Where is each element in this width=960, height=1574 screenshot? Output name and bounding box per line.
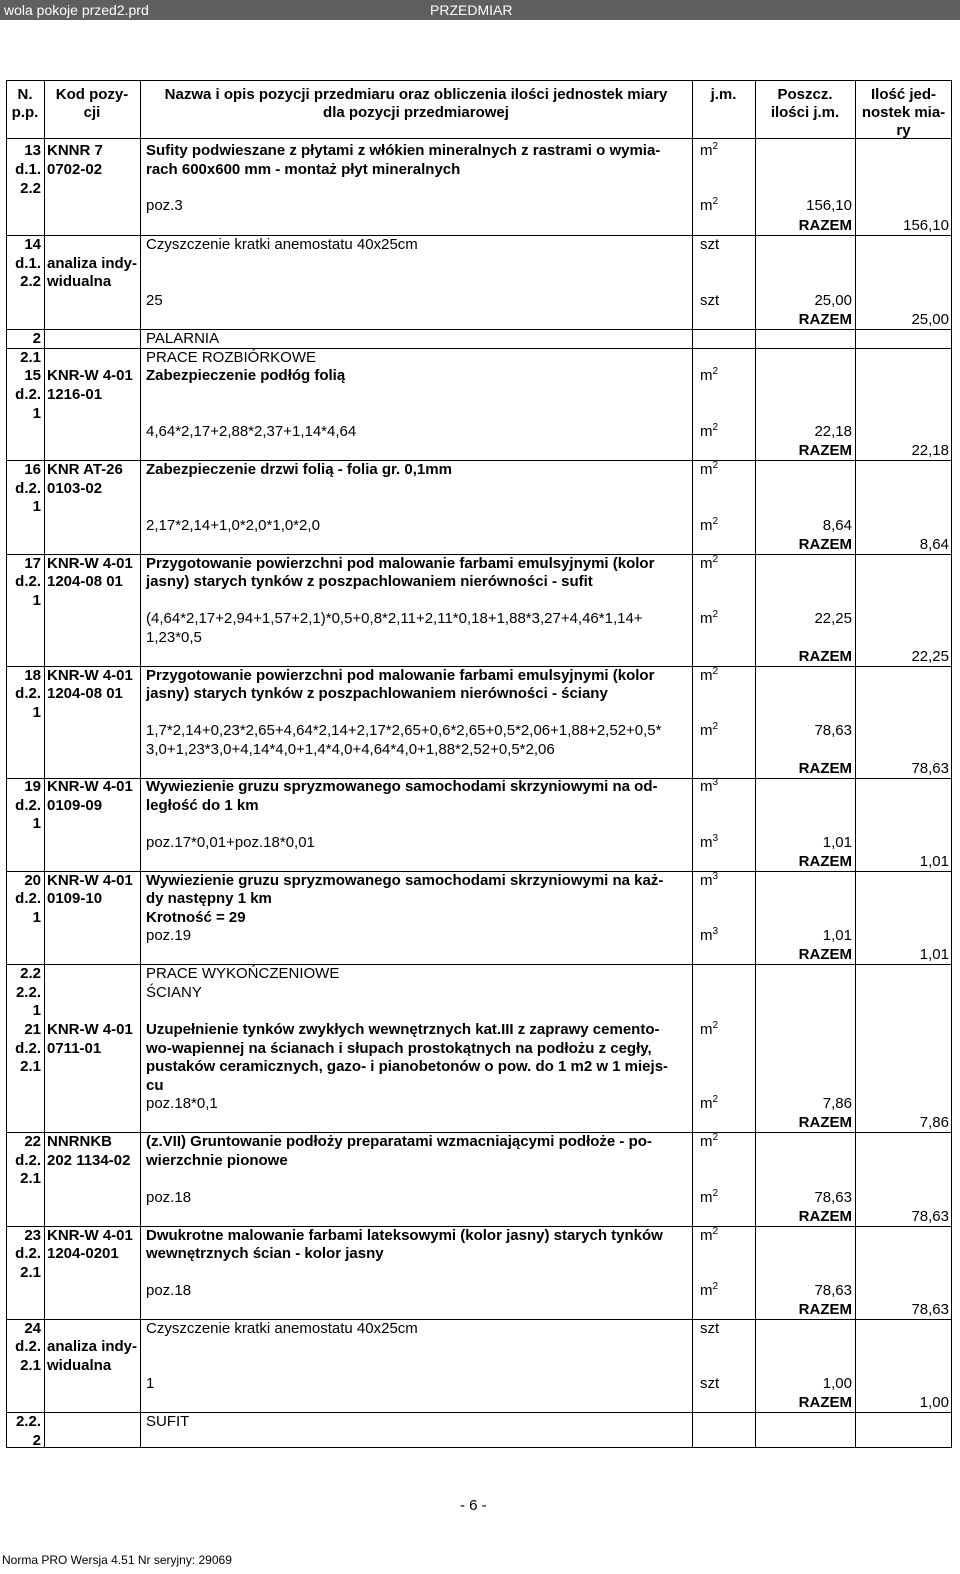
row-np: 24 bbox=[24, 1320, 41, 1337]
row-kod: KNR-W 4-01 bbox=[47, 1227, 133, 1244]
row-np: 2 bbox=[32, 330, 41, 347]
row-calc-unit: $m^3$ bbox=[700, 833, 719, 851]
row-description: 1 bbox=[146, 1375, 155, 1392]
row-description: 1,23*0,5 bbox=[146, 629, 202, 646]
row-calc-unit: $m^2$ bbox=[700, 422, 719, 440]
row-partial-qty: 7,86 bbox=[822, 1095, 852, 1112]
row-kod: widualna bbox=[47, 273, 112, 290]
row-description: (z.VII) Gruntowanie podłoży preparatami wzmacniającymi podłoże - po- bbox=[146, 1133, 652, 1150]
row-calc-unit: $m^2$ bbox=[700, 196, 719, 214]
row-np: 2.2 bbox=[20, 180, 41, 197]
row-kod: KNR-W 4-01 bbox=[47, 555, 133, 572]
row-kod: 202 1134-02 bbox=[47, 1152, 131, 1169]
row-description: 3,0+1,23*3,0+4,14*4,0+1,4*4,0+4,64*4,0+1,88*2,52+0,5*2,06 bbox=[146, 741, 555, 758]
page-number: - 6 - bbox=[460, 1497, 487, 1514]
row-description: Zabezpieczenie podłóg folią bbox=[146, 367, 346, 384]
row-np: 2.2. bbox=[15, 984, 41, 1001]
row-description: Wywiezienie gruzu spryzmowanego samochodami skrzyniowymi na od- bbox=[146, 778, 658, 795]
row-description: Czyszczenie kratki anemostatu 40x25cm bbox=[146, 236, 418, 253]
row-kod: 1216-01 bbox=[47, 386, 103, 403]
row-calc-unit: szt bbox=[700, 1375, 720, 1392]
row-np: d.1. bbox=[15, 161, 41, 178]
window-title-bar bbox=[0, 0, 960, 20]
row-unit: szt bbox=[700, 1320, 720, 1337]
row-partial-qty: 78,63 bbox=[814, 1189, 852, 1206]
row-description: 1,7*2,14+0,23*2,65+4,64*2,14+2,17*2,65+0,6*2,65+0,5*2,06+1,88+2,52+0,5* bbox=[146, 722, 662, 739]
row-np: 16 bbox=[24, 461, 41, 478]
row-total-qty: 156,10 bbox=[903, 217, 949, 234]
row-razem-label: RAZEM bbox=[798, 536, 852, 553]
row-np: 18 bbox=[24, 667, 41, 684]
row-np: d.2. bbox=[15, 1245, 41, 1262]
row-description: Czyszczenie kratki anemostatu 40x25cm bbox=[146, 1320, 418, 1337]
header-np: N. p.p. bbox=[11, 86, 39, 121]
row-np: d.2. bbox=[15, 573, 41, 590]
row-razem-label: RAZEM bbox=[798, 442, 852, 459]
row-calc-unit: $m^3$ bbox=[700, 926, 719, 944]
row-kod: KNR-W 4-01 bbox=[47, 1021, 133, 1038]
document-type: PRZEDMIAR bbox=[430, 2, 513, 18]
row-kod: KNR-W 4-01 bbox=[47, 367, 133, 384]
row-total-qty: 78,63 bbox=[911, 760, 949, 777]
row-np: 2.1 bbox=[20, 349, 41, 366]
row-np: 2.1 bbox=[20, 1170, 41, 1187]
row-np: 2.1 bbox=[20, 1058, 41, 1075]
row-description: SUFIT bbox=[146, 1413, 190, 1430]
row-calc-unit: $m^2$ bbox=[700, 1094, 719, 1112]
header-poszcz: Poszcz. ilości j.m. bbox=[770, 86, 840, 121]
row-description: PALARNIA bbox=[146, 330, 220, 347]
row-razem-label: RAZEM bbox=[798, 217, 852, 234]
row-description: poz.3 bbox=[146, 197, 183, 214]
row-razem-label: RAZEM bbox=[798, 1301, 852, 1318]
row-description: poz.18*0,1 bbox=[146, 1095, 218, 1112]
row-np: d.2. bbox=[15, 480, 41, 497]
row-total-qty: 22,18 bbox=[911, 442, 949, 459]
row-partial-qty: 78,63 bbox=[814, 722, 852, 739]
row-kod: 1204-08 01 bbox=[47, 685, 123, 702]
row-description: pustaków ceramicznych, gazo- i pianobetonów o pow. do 1 m2 w 1 miejs- bbox=[146, 1058, 669, 1075]
row-kod: KNR-W 4-01 bbox=[47, 778, 133, 795]
row-kod: 1204-08 01 bbox=[47, 573, 123, 590]
row-description: rach 600x600 mm - montaż płyt mineralnych bbox=[146, 161, 461, 178]
row-np: 1 bbox=[32, 815, 41, 832]
row-np: 21 bbox=[24, 1021, 41, 1038]
row-unit: $m^2$ bbox=[700, 554, 719, 572]
row-description: Dwukrotne malowanie farbami lateksowymi (kolor jasny) starych tynków bbox=[146, 1227, 663, 1244]
row-kod: analiza indy- bbox=[47, 255, 138, 272]
row-np: 17 bbox=[24, 555, 41, 572]
row-description: Przygotowanie powierzchni pod malowanie farbami emulsyjnymi (kolor bbox=[146, 555, 655, 572]
row-partial-qty: 1,01 bbox=[822, 927, 852, 944]
row-unit: $m^2$ bbox=[700, 1132, 719, 1150]
row-unit: $m^3$ bbox=[700, 871, 719, 889]
row-calc-unit: szt bbox=[700, 292, 720, 309]
row-unit: $m^2$ bbox=[700, 1226, 719, 1244]
row-calc-unit: $m^2$ bbox=[700, 1188, 719, 1206]
row-np: 2.2 bbox=[20, 965, 41, 982]
row-np: 2.2 bbox=[20, 273, 41, 290]
row-np: d.2. bbox=[15, 685, 41, 702]
row-description: dy następny 1 km bbox=[146, 890, 272, 907]
row-description: cu bbox=[146, 1077, 164, 1094]
row-np: d.2. bbox=[15, 890, 41, 907]
row-np: d.1. bbox=[15, 255, 41, 272]
row-np: 2.2. bbox=[15, 1413, 41, 1430]
row-total-qty: 22,25 bbox=[911, 648, 949, 665]
row-description: 2,17*2,14+1,0*2,0*1,0*2,0 bbox=[146, 517, 320, 534]
row-np: 19 bbox=[24, 778, 41, 795]
row-np: d.2. bbox=[15, 386, 41, 403]
row-total-qty: 78,63 bbox=[911, 1208, 949, 1225]
file-name: wola pokoje przed2.prd bbox=[4, 2, 149, 18]
row-description: Sufity podwieszane z płytami z włókien mineralnych z rastrami o wymia- bbox=[146, 142, 661, 159]
row-kod: NNRNKB bbox=[47, 1133, 112, 1150]
row-total-qty: 25,00 bbox=[911, 311, 949, 328]
row-razem-label: RAZEM bbox=[798, 853, 852, 870]
row-description: PRACE WYKOŃCZENIOWE bbox=[146, 965, 340, 982]
row-np: d.2. bbox=[15, 1338, 41, 1355]
row-description: poz.18 bbox=[146, 1282, 192, 1299]
row-np: 15 bbox=[24, 367, 41, 384]
row-description: wierzchnie pionowe bbox=[146, 1152, 288, 1169]
row-kod: KNR-W 4-01 bbox=[47, 872, 133, 889]
row-total-qty: 8,64 bbox=[919, 536, 949, 553]
row-calc-unit: $m^2$ bbox=[700, 721, 719, 739]
row-description: ległość do 1 km bbox=[146, 797, 259, 814]
row-np: 14 bbox=[24, 236, 41, 253]
row-description: poz.19 bbox=[146, 927, 192, 944]
row-np: d.2. bbox=[15, 1152, 41, 1169]
header-nazwa: Nazwa i opis pozycji przedmiaru oraz obliczenia ilości jednostek miary dla pozycji przedmiarowej bbox=[164, 86, 668, 121]
row-np: 20 bbox=[24, 872, 41, 889]
row-unit: $m^2$ bbox=[700, 141, 719, 159]
row-razem-label: RAZEM bbox=[798, 1208, 852, 1225]
row-description: poz.18 bbox=[146, 1189, 192, 1206]
row-razem-label: RAZEM bbox=[798, 648, 852, 665]
row-np: 1 bbox=[32, 704, 41, 721]
row-razem-label: RAZEM bbox=[798, 760, 852, 777]
header-kod: Kod pozy- cji bbox=[55, 86, 129, 121]
row-total-qty: 1,00 bbox=[919, 1394, 949, 1411]
row-kod: 0109-10 bbox=[47, 890, 103, 907]
row-kod: 0711-01 bbox=[47, 1040, 102, 1057]
row-total-qty: 1,01 bbox=[919, 853, 949, 870]
row-unit: $m^2$ bbox=[700, 666, 719, 684]
row-description: Wywiezienie gruzu spryzmowanego samochodami skrzyniowymi na każ- bbox=[146, 872, 664, 889]
row-kod: 0702-02 bbox=[47, 161, 103, 178]
row-kod: widualna bbox=[47, 1357, 112, 1374]
row-description: poz.17*0,01+poz.18*0,01 bbox=[146, 834, 315, 851]
row-total-qty: 78,63 bbox=[911, 1301, 949, 1318]
row-kod: 1204-0201 bbox=[47, 1245, 119, 1262]
row-np: 1 bbox=[32, 1002, 41, 1019]
row-description: ŚCIANY bbox=[146, 984, 202, 1001]
row-razem-label: RAZEM bbox=[798, 946, 852, 963]
row-calc-unit: $m^2$ bbox=[700, 516, 719, 534]
row-total-qty: 7,86 bbox=[919, 1114, 949, 1131]
row-partial-qty: 1,01 bbox=[822, 834, 852, 851]
row-np: 1 bbox=[32, 498, 41, 515]
row-description: 25 bbox=[146, 292, 163, 309]
row-partial-qty: 22,25 bbox=[814, 610, 852, 627]
row-np: 1 bbox=[32, 592, 41, 609]
row-kod: KNR AT-26 bbox=[47, 461, 123, 478]
row-kod: analiza indy- bbox=[47, 1338, 138, 1355]
row-kod: 0103-02 bbox=[47, 480, 103, 497]
row-description: Przygotowanie powierzchni pod malowanie farbami emulsyjnymi (kolor bbox=[146, 667, 655, 684]
row-razem-label: RAZEM bbox=[798, 1394, 852, 1411]
row-description: jasny) starych tynków z poszpachlowaniem nierówności - ściany bbox=[146, 685, 608, 702]
row-np: 22 bbox=[24, 1133, 41, 1150]
row-partial-qty: 1,00 bbox=[822, 1375, 852, 1392]
row-description: PRACE ROZBIÓRKOWE bbox=[146, 349, 317, 366]
row-kod: 0109-09 bbox=[47, 797, 103, 814]
row-description: Krotność = 29 bbox=[146, 909, 246, 926]
row-kod: KNNR 7 bbox=[47, 142, 103, 159]
row-partial-qty: 25,00 bbox=[814, 292, 852, 309]
row-np: 1 bbox=[32, 405, 41, 422]
header-ilosc: Ilość jed- nostek mia- ry bbox=[861, 86, 946, 139]
row-description: Zabezpieczenie drzwi folią - folia gr. 0,1mm bbox=[146, 461, 452, 478]
row-total-qty: 1,01 bbox=[919, 946, 949, 963]
row-calc-unit: $m^2$ bbox=[700, 1281, 719, 1299]
row-kod: KNR-W 4-01 bbox=[47, 667, 133, 684]
row-np: 2 bbox=[32, 1432, 41, 1449]
row-description: (4,64*2,17+2,94+1,57+2,1)*0,5+0,8*2,11+2,11*0,18+1,88*3,27+4,46*1,14+ bbox=[146, 610, 643, 627]
row-partial-qty: 78,63 bbox=[814, 1282, 852, 1299]
row-np: 2.1 bbox=[20, 1264, 41, 1281]
row-description: 4,64*2,17+2,88*2,37+1,14*4,64 bbox=[146, 423, 357, 440]
row-description: Uzupełnienie tynków zwykłych wewnętrznych kat.III z zaprawy cemento- bbox=[146, 1021, 660, 1038]
row-np: 1 bbox=[32, 909, 41, 926]
row-np: d.2. bbox=[15, 1040, 41, 1057]
row-partial-qty: 8,64 bbox=[822, 517, 852, 534]
software-footer: Norma PRO Wersja 4.51 Nr seryjny: 29069 bbox=[2, 1553, 232, 1567]
row-np: 13 bbox=[24, 142, 41, 159]
row-razem-label: RAZEM bbox=[798, 311, 852, 328]
row-partial-qty: 22,18 bbox=[814, 423, 852, 440]
row-calc-unit: $m^2$ bbox=[700, 609, 719, 627]
row-unit: $m^2$ bbox=[700, 366, 719, 384]
row-description: jasny) starych tynków z poszpachlowaniem nierówności - sufit bbox=[146, 573, 593, 590]
row-unit: $m^3$ bbox=[700, 777, 719, 795]
row-partial-qty: 156,10 bbox=[806, 197, 852, 214]
row-unit: szt bbox=[700, 236, 720, 253]
row-np: 2.1 bbox=[20, 1357, 41, 1374]
row-razem-label: RAZEM bbox=[798, 1114, 852, 1131]
row-np: 23 bbox=[24, 1227, 41, 1244]
row-description: wo-wapiennej na ścianach i słupach prostokątnych na podłożu z cegły, bbox=[146, 1040, 652, 1057]
row-description: wewnętrznych ścian - kolor jasny bbox=[146, 1245, 384, 1262]
row-unit: $m^2$ bbox=[700, 1020, 719, 1038]
row-np: d.2. bbox=[15, 797, 41, 814]
header-jm: j.m. bbox=[710, 86, 737, 103]
row-unit: $m^2$ bbox=[700, 460, 719, 478]
